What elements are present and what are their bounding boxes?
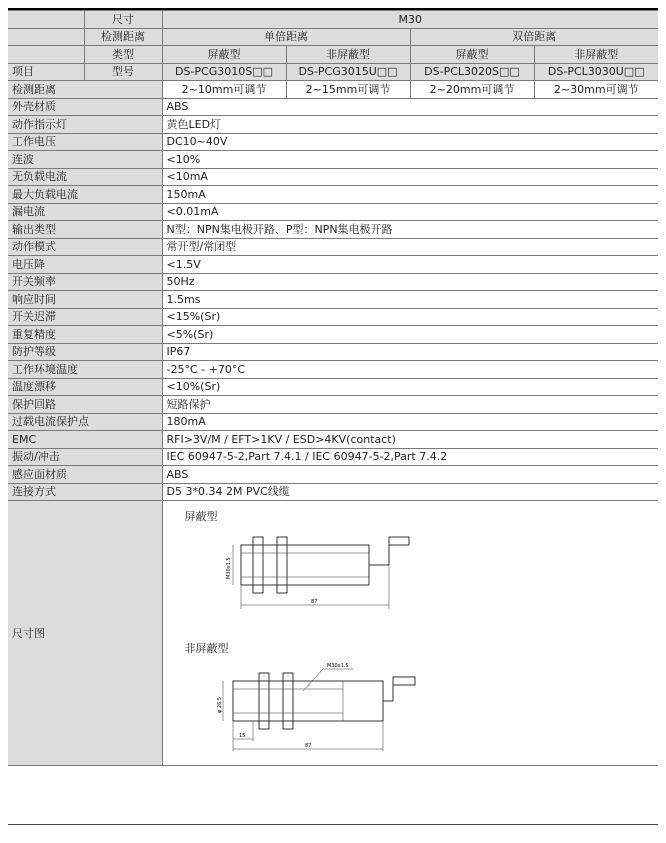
spec-label: 输出类型 xyxy=(8,221,162,239)
size-label: 尺寸 xyxy=(84,11,162,29)
spec-row xyxy=(8,221,658,239)
spec-value: 常开型/常闭型 xyxy=(162,238,658,256)
spec-value: 50Hz xyxy=(162,273,658,291)
dimension-row xyxy=(8,501,658,766)
type-4: 非屏蔽型 xyxy=(534,46,658,64)
spec-label: 感应面材质 xyxy=(8,466,162,484)
spec-value: 180mA xyxy=(162,413,658,431)
header-row-type xyxy=(8,46,658,64)
spec-row xyxy=(8,378,658,396)
spec-value: IP67 xyxy=(162,343,658,361)
shielded-title: 屏蔽型 xyxy=(184,510,218,523)
spec-label: 漏电流 xyxy=(8,203,162,221)
detection-value-2: 2~15mm可调节 xyxy=(286,81,410,99)
spec-row xyxy=(8,256,658,274)
spec-row xyxy=(8,448,658,466)
header-row-size xyxy=(8,11,658,29)
spec-row xyxy=(8,116,658,134)
model-label: 型号 xyxy=(84,63,162,81)
spec-label: 连接方式 xyxy=(8,483,162,501)
spec-value: ABS xyxy=(162,466,658,484)
spec-label: 电压降 xyxy=(8,256,162,274)
spec-row xyxy=(8,186,658,204)
spec-row xyxy=(8,98,658,116)
spec-value: <5%(Sr) xyxy=(162,326,658,344)
spec-label: 动作模式 xyxy=(8,238,162,256)
spec-label: EMC xyxy=(8,431,162,449)
spec-label: 开关迟滞 xyxy=(8,308,162,326)
spec-row xyxy=(8,343,658,361)
spec-value: <0.01mA xyxy=(162,203,658,221)
spec-label: 振动/冲击 xyxy=(8,448,162,466)
unshielded-head-text: 15 xyxy=(238,733,245,739)
spec-row xyxy=(8,168,658,186)
unshielded-title: 非屏蔽型 xyxy=(184,642,229,655)
spec-value: D5 3*0.34 2M PVC线缆 xyxy=(162,483,658,501)
spec-row xyxy=(8,291,658,309)
spec-value: <15%(Sr) xyxy=(162,308,658,326)
unshielded-length-text: 87 xyxy=(304,743,311,749)
spec-value: IEC 60947-5-2,Part 7.4.1 / IEC 60947-5-2,Part 7.4.2 xyxy=(162,448,658,466)
detection-value-1: 2~10mm可调节 xyxy=(162,81,286,99)
spec-row xyxy=(8,203,658,221)
spec-row xyxy=(8,326,658,344)
spec-label: 开关频率 xyxy=(8,273,162,291)
spec-row xyxy=(8,273,658,291)
spec-value: <1.5V xyxy=(162,256,658,274)
spec-value: 150mA xyxy=(162,186,658,204)
spec-label: 无负载电流 xyxy=(8,168,162,186)
model-1: DS-PCG3010S□□ xyxy=(162,63,286,81)
spec-value: -25°C - +70°C xyxy=(162,361,658,379)
shielded-length-text: 87 xyxy=(310,599,317,605)
item-label-cell xyxy=(8,11,84,29)
dimension-label-cell xyxy=(8,501,162,766)
unshielded-dia-text: φ 26.5 xyxy=(216,696,223,713)
spec-row xyxy=(8,238,658,256)
unshielded-thread-text: M30x1.5 xyxy=(326,663,349,669)
spec-row xyxy=(8,413,658,431)
spec-label: 温度漂移 xyxy=(8,378,162,396)
double-distance: 双倍距离 xyxy=(410,28,658,46)
spec-value: 短路保护 xyxy=(162,396,658,414)
spec-row xyxy=(8,431,658,449)
spec-row xyxy=(8,361,658,379)
spec-value: 黄色LED灯 xyxy=(162,116,658,134)
spec-label: 连波 xyxy=(8,151,162,169)
type-2: 非屏蔽型 xyxy=(286,46,410,64)
spec-row xyxy=(8,151,658,169)
spec-value: RFI>3V/M / EFT>1KV / ESD>4KV(contact) xyxy=(162,431,658,449)
type-1: 屏蔽型 xyxy=(162,46,286,64)
spec-label: 过载电流保护点 xyxy=(8,413,162,431)
spec-value: <10% xyxy=(162,151,658,169)
detection-label: 检测距离 xyxy=(8,81,162,99)
header-row-distance xyxy=(8,28,658,46)
spec-label: 动作指示灯 xyxy=(8,116,162,134)
dimension-drawing-cell xyxy=(162,501,658,766)
spec-label: 工作电压 xyxy=(8,133,162,151)
dimension-label: 尺寸图 xyxy=(12,626,45,640)
spec-row xyxy=(8,133,658,151)
spec-value: N型：NPN集电极开路、P型：NPN集电极开路 xyxy=(162,221,658,239)
unshielded-drawing xyxy=(213,661,473,761)
spec-value: ABS xyxy=(162,98,658,116)
item-label: 项目 xyxy=(8,63,84,81)
shielded-thread-text: M30x1.5 xyxy=(225,557,232,579)
spec-table xyxy=(8,10,658,766)
spec-label: 保护回路 xyxy=(8,396,162,414)
spec-label: 外壳材质 xyxy=(8,98,162,116)
detection-value-3: 2~20mm可调节 xyxy=(410,81,534,99)
spec-row xyxy=(8,466,658,484)
detection-distance-row xyxy=(8,81,658,99)
model-3: DS-PCL3020S□□ xyxy=(410,63,534,81)
type-3: 屏蔽型 xyxy=(410,46,534,64)
model-2: DS-PCG3015U□□ xyxy=(286,63,410,81)
type-label: 类型 xyxy=(84,46,162,64)
spec-row xyxy=(8,396,658,414)
size-value: M30 xyxy=(162,11,658,29)
spec-value: <10mA xyxy=(162,168,658,186)
header-row-model xyxy=(8,63,658,81)
spec-label: 防护等级 xyxy=(8,343,162,361)
spec-value: DC10~40V xyxy=(162,133,658,151)
spec-label: 最大负载电流 xyxy=(8,186,162,204)
spec-label: 重复精度 xyxy=(8,326,162,344)
shielded-drawing xyxy=(213,531,473,621)
single-distance: 单倍距离 xyxy=(162,28,410,46)
spec-label: 响应时间 xyxy=(8,291,162,309)
spec-row xyxy=(8,483,658,501)
model-4: DS-PCL3030U□□ xyxy=(534,63,658,81)
spec-row xyxy=(8,308,658,326)
spec-label: 工作环境温度 xyxy=(8,361,162,379)
distance-label: 检测距离 xyxy=(84,28,162,46)
spec-value: <10%(Sr) xyxy=(162,378,658,396)
bottom-rule xyxy=(8,824,658,825)
spec-value: 1.5ms xyxy=(162,291,658,309)
detection-value-4: 2~30mm可调节 xyxy=(534,81,658,99)
